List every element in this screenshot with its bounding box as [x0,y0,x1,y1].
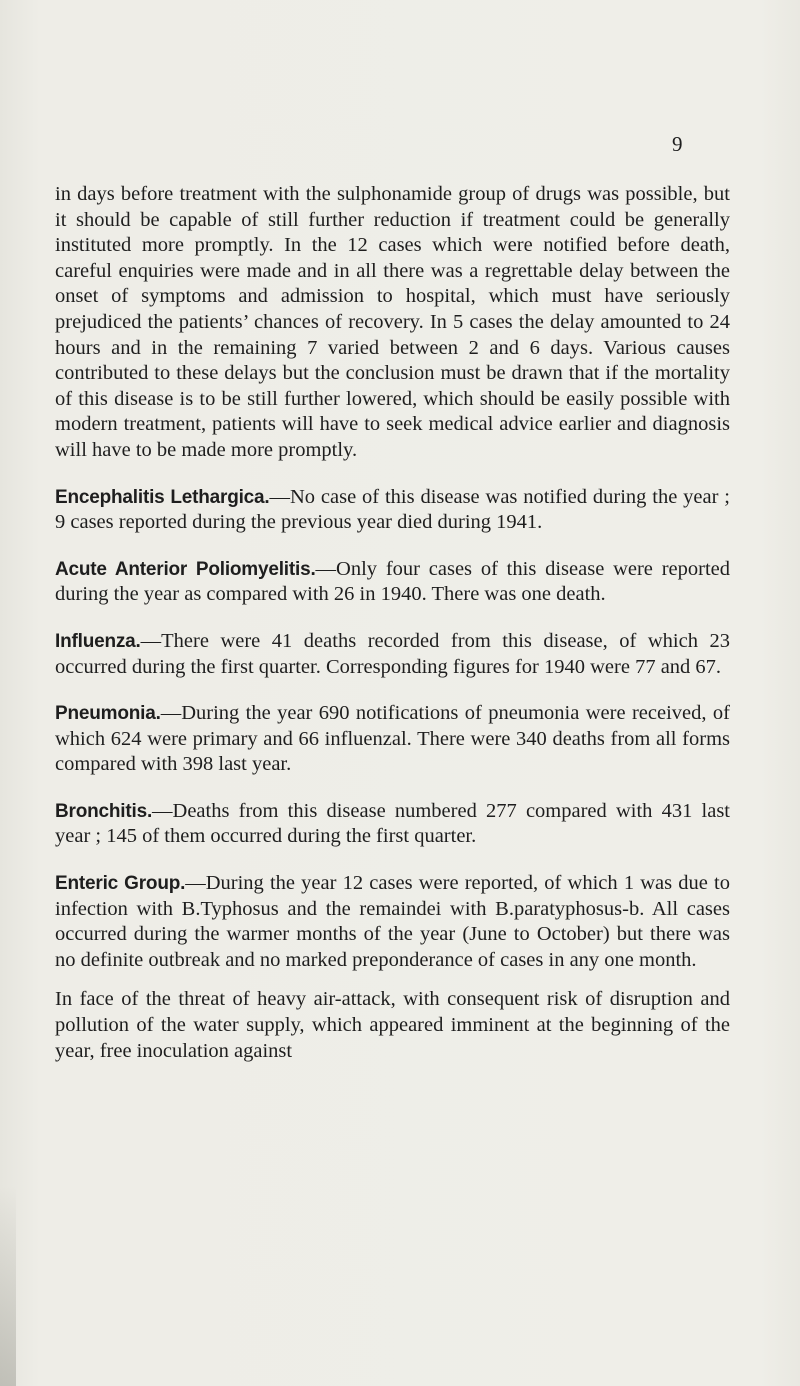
paragraph-text: —Only four cases of this disease were reported during the year as compared with 26 in 1940. There was one death. [55,557,730,606]
paragraph-text: —No case of this disease was notified during the year ; 9 cases reported during the previous year died during 1941. [55,485,730,534]
page-edge-shadow [0,1186,16,1386]
paragraph-text: —During the year 12 cases were reported, of which 1 was due to infection with B.Typhosus and the remaindei with B.paratyphosus-b. All cases occurred during the warmer months of the year (June to October) but there was no definite outbreak and no marked preponderance of cases in any one month. [55,872,731,971]
paragraph-influenza [55,629,730,680]
paragraph-text: In face of the threat of heavy air-attack, with consequent risk of disruption and pollution of the water supply, which appeared imminent at the beginning of the year, free inoculation against [55,988,730,1062]
paragraph-pneumonia [55,701,730,778]
section-heading: Enteric Group. [55,873,186,895]
section-heading: Acute Anterior Poliomyelitis. [55,558,316,580]
paragraph-text: —During the year 690 notifications of pneumonia were received, of which 624 were primary and 66 influenzal. There were 340 deaths from all forms compared with 398 last year. [55,702,730,776]
paragraph-enteric-group [55,871,730,973]
paragraph-text: —There were 41 deaths recorded from this disease, of which 23 occurred during the first quarter. Corresponding figures for 1940 were 77 and 67. [55,629,730,678]
paragraph-text: in days before treatment with the sulphonamide group of drugs was possible, but it should be capable of still further reduction if treatment could be generally instituted more promptly. In the 12 cases which were notified before death, careful enquiries were made and in all there was a regrettable delay between the onset of symptoms and admission to hospital, which must have seriously prejudiced the patients’ chances of recovery. In 5 cases the delay amounted to 24 hours and in the remaining 7 varied between 2 and 6 days. Various causes contributed to these delays but the conclusion must be drawn that if the mortality of this disease is to be still further lowered, which should be easily possible with modern treatment, patients will have to seek medical advice earlier and diagnosis will have to be made more promptly. [55,183,730,461]
section-heading: Bronchitis. [55,800,153,822]
section-heading: Influenza. [55,630,141,652]
paragraph-text: —Deaths from this disease numbered 277 compared with 431 last year ; 145 of them occurred during the first quarter. [55,799,730,848]
paragraph-poliomyelitis [55,557,730,608]
page-number: 9 [672,132,683,156]
body-text [55,182,730,1064]
section-heading: Pneumonia. [55,703,161,725]
paragraph-bronchitis [55,799,730,850]
section-heading: Encephalitis Lethargica. [55,486,270,508]
paragraph-meningitis-delay [55,182,730,464]
paragraph-inoculation [55,987,730,1064]
paragraph-encephalitis-lethargica [55,485,730,536]
